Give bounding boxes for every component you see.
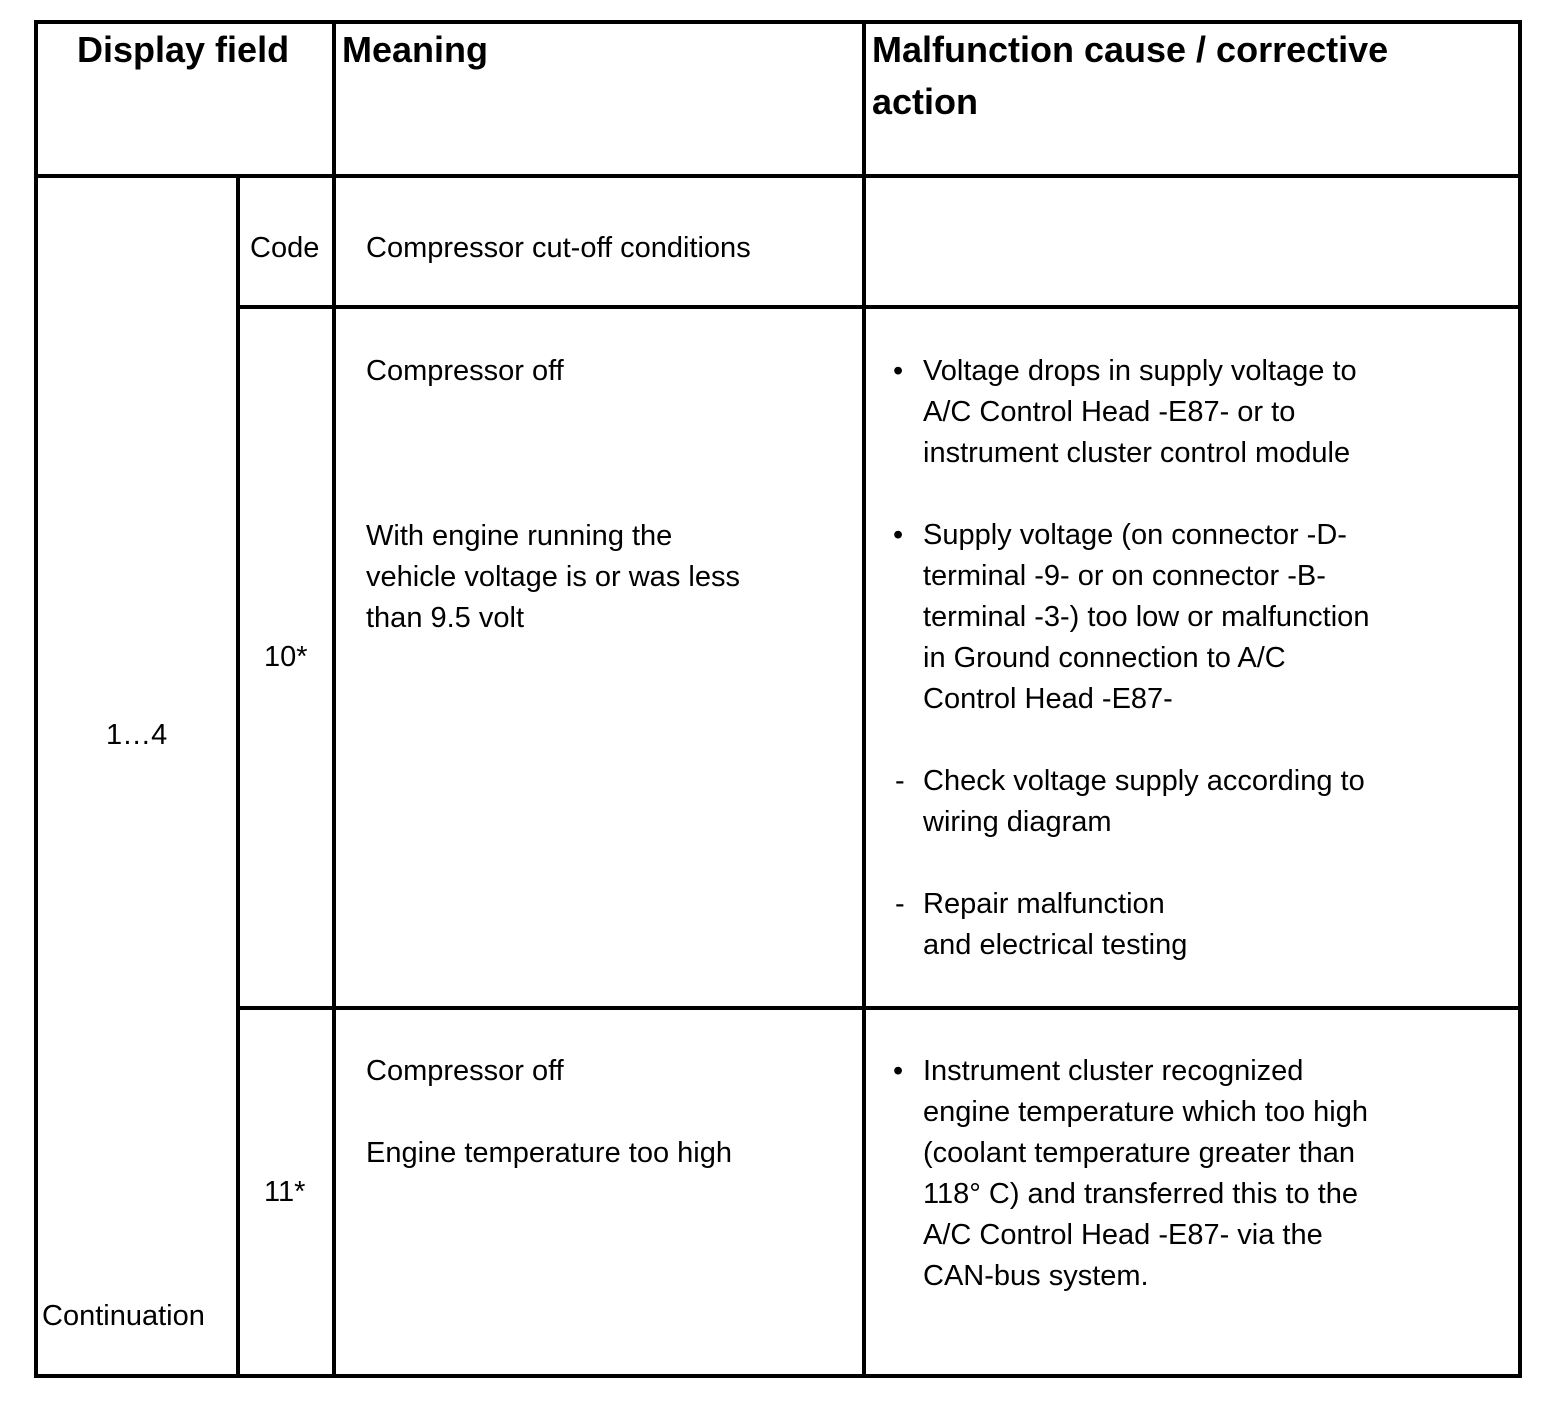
list-item [893,1051,1368,1297]
cutoff-conditions-header: Compressor cut-off conditions [366,232,751,264]
list-item-line: CAN-bus system. [923,1260,1149,1292]
list-item-line: Voltage drops in supply voltage to [923,355,1357,387]
header-display-field: Display field [77,29,290,70]
list-item-line: (coolant temperature greater than [923,1137,1356,1169]
table-border-left [34,20,38,1378]
list-item-line: instrument cluster control module [923,437,1351,469]
header-malfunction-line1: Malfunction cause / corrective [872,29,1389,70]
list-item-line: Supply voltage (on connector -D- [923,519,1347,551]
list-item [893,351,1369,474]
header-divider [34,174,1522,178]
list-item [893,515,1369,720]
code-11: 11* [264,1176,306,1208]
header-meaning: Meaning [342,29,489,70]
malfunction-list-11 [893,1051,1368,1297]
list-item-line: Check voltage supply according to [923,765,1365,797]
bullet-marker: • [893,355,904,387]
header-malfunction-line2: action [872,81,979,122]
row-divider-subheader [236,305,1522,309]
list-item-line: terminal -3-) too low or malfunction [923,601,1370,633]
meaning-11-line1: Compressor off [366,1055,564,1087]
continuation-label: Continuation [42,1300,205,1332]
code-10: 10* [264,641,308,673]
display-field-value: 1…4 [106,719,168,751]
list-item-line: Instrument cluster recognized [923,1055,1304,1087]
list-item-line: Repair malfunction [923,888,1165,920]
column-divider-meaning [332,20,336,1378]
list-item-line: and electrical testing [923,929,1188,961]
table-border-right [1518,20,1522,1378]
list-item-line: wiring diagram [923,806,1112,838]
meaning-10-line1: Compressor off [366,355,564,387]
meaning-11-line2: Engine temperature too high [366,1137,732,1169]
list-item [893,884,1369,966]
list-item-line: in Ground connection to A/C [923,642,1286,674]
bullet-marker: • [893,519,904,551]
meaning-10-line2: With engine running the [366,520,673,552]
list-item-line: terminal -9- or on connector -B- [923,560,1326,592]
list-item-line: A/C Control Head -E87- via the [923,1219,1323,1251]
list-item-line: 118° C) and transferred this to the [923,1178,1359,1210]
bullet-marker: • [893,1055,904,1087]
malfunction-list-10 [893,351,1369,966]
list-item-line: engine temperature which too high [923,1096,1368,1128]
dash-marker: - [895,888,905,920]
meaning-10-line3: vehicle voltage is or was less [366,561,740,593]
code-header: Code [250,232,320,264]
row-divider-11 [236,1006,1522,1010]
column-divider-code [236,174,240,1378]
dash-marker: - [895,765,905,797]
list-item-line: Control Head -E87- [923,683,1173,715]
column-divider-malfunction [862,20,866,1378]
list-item-line: A/C Control Head -E87- or to [923,396,1296,428]
list-item [893,761,1369,843]
meaning-10-line4: than 9.5 volt [366,602,524,634]
table-border-bottom [34,1374,1522,1378]
